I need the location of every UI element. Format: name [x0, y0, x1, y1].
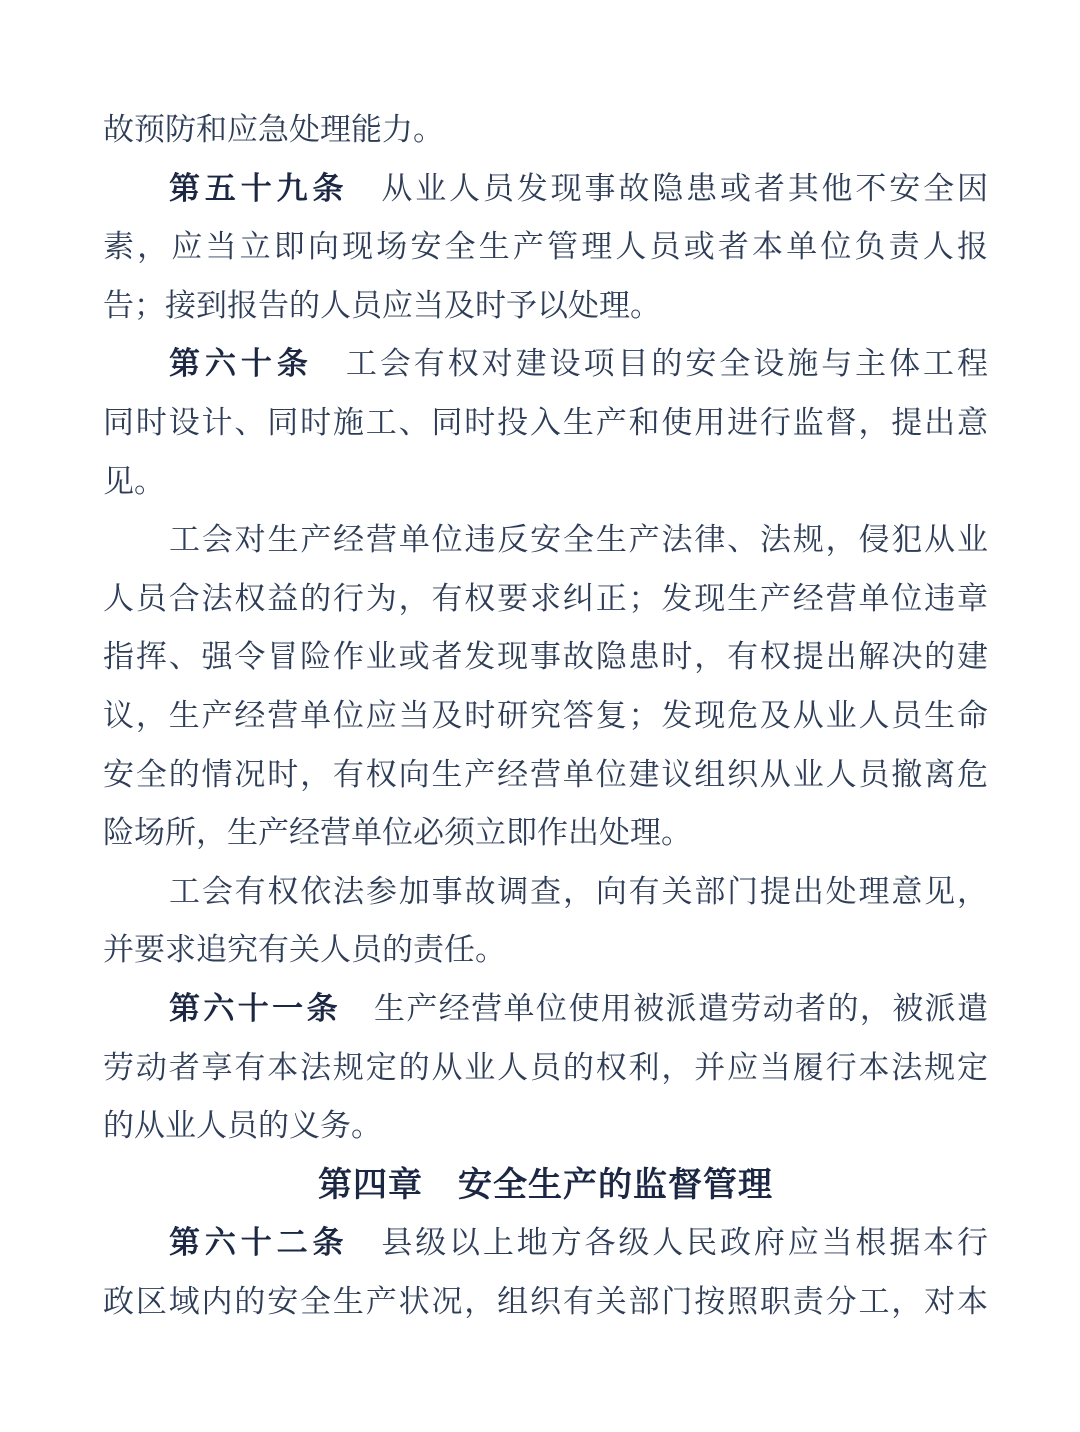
text-line: [103, 277, 988, 336]
body-text: 生产经营单位使用被派遣劳动者的，被派遣: [373, 990, 989, 1027]
body-text: 素，应当立即向现场安全生产管理人员或者本单位负责人报: [103, 229, 988, 266]
article-number: 第五十九条: [169, 170, 349, 207]
body-text: 工会有权依法参加事故调查，向有关部门提出处理意见，: [169, 873, 988, 910]
body-text: 安全的情况时，有权向生产经营单位建议组织从业人员撤离危: [103, 756, 988, 793]
body-text: 政区域内的安全生产状况，组织有关部门按照职责分工，对本: [103, 1283, 988, 1320]
text-line: [103, 1214, 988, 1273]
text-line: [103, 511, 988, 570]
chapter-heading: [103, 1156, 988, 1215]
text-line: [103, 160, 988, 219]
article-number: 第六十一条: [169, 990, 341, 1027]
text-line: [103, 1097, 988, 1156]
text-line: [103, 921, 988, 980]
body-text: 险场所，生产经营单位必须立即作出处理。: [103, 815, 692, 852]
body-text: 劳动者享有本法规定的从业人员的权利，并应当履行本法规定: [103, 1049, 988, 1086]
text-line: [103, 687, 988, 746]
body-text: 工会有权对建设项目的安全设施与主体工程: [345, 346, 989, 383]
body-text: 故预防和应急处理能力。: [103, 112, 444, 148]
text-line: [103, 218, 988, 277]
chapter-heading-text: 第四章 安全生产的监督管理: [318, 1164, 773, 1205]
body-text: 告；接到报告的人员应当及时予以处理。: [103, 287, 661, 324]
document-body: [103, 101, 988, 1331]
text-line: [103, 1039, 988, 1098]
text-line: [103, 863, 988, 922]
body-text: 指挥、强令冒险作业或者发现事故隐患时，有权提出解决的建: [103, 639, 988, 676]
body-text: 工会对生产经营单位违反安全生产法律、法规，侵犯从业: [169, 522, 988, 559]
article-number: 第六十条: [169, 346, 313, 383]
body-text: 见。: [103, 463, 165, 500]
body-text: 的从业人员的义务。: [103, 1108, 382, 1145]
text-line: [103, 335, 988, 394]
body-text: 从业人员发现事故隐患或者其他不安全因: [381, 170, 989, 207]
text-line: [103, 101, 988, 160]
text-line: [103, 570, 988, 629]
body-text: 同时设计、同时施工、同时投入生产和使用进行监督，提出意: [103, 404, 988, 441]
body-text: 人员合法权益的行为，有权要求纠正；发现生产经营单位违章: [103, 580, 988, 617]
text-line: [103, 453, 988, 512]
body-text: 并要求追究有关人员的责任。: [103, 932, 506, 969]
text-line: [103, 394, 988, 453]
body-text: 议，生产经营单位应当及时研究答复；发现危及从业人员生命: [103, 697, 988, 734]
text-line: [103, 980, 988, 1039]
text-line: [103, 628, 988, 687]
text-line: [103, 804, 988, 863]
article-number: 第六十二条: [169, 1225, 349, 1262]
text-line: [103, 746, 988, 805]
body-text: 县级以上地方各级人民政府应当根据本行: [381, 1225, 989, 1262]
text-line: [103, 1273, 988, 1332]
